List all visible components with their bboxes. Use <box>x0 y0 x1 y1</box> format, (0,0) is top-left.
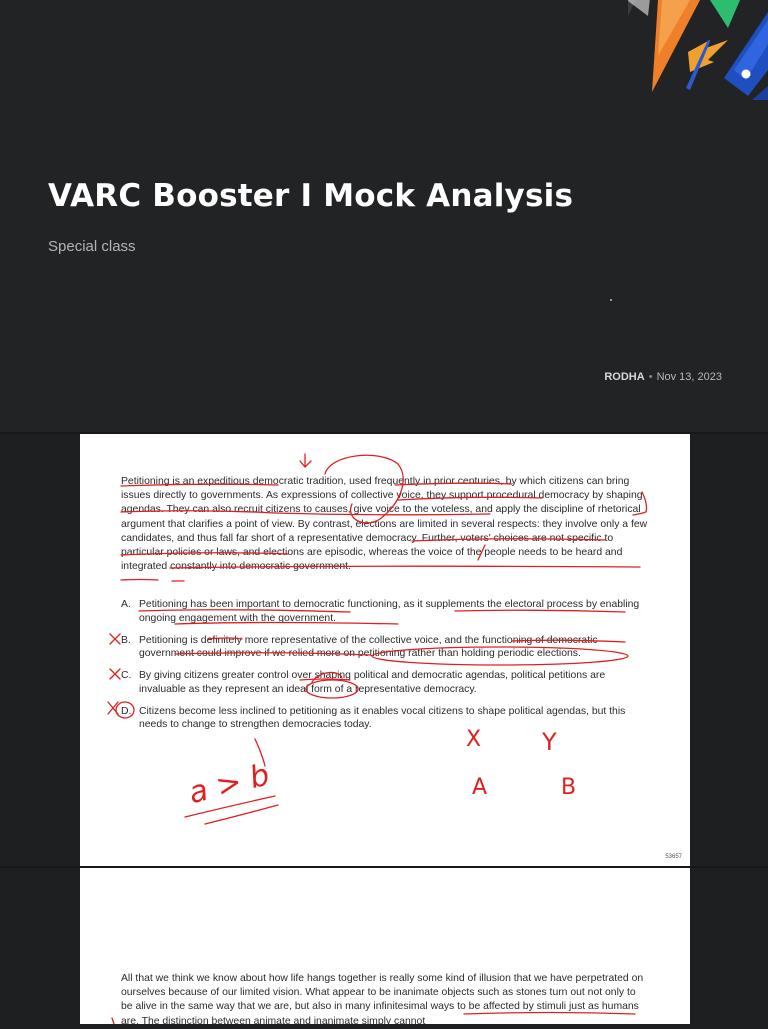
option-letter: D. <box>121 705 132 717</box>
option-c[interactable] <box>121 669 651 696</box>
ink-x-mark: X <box>466 727 482 752</box>
option-text: Petitioning has been important to democratic functioning, as it supplements the electoral process by enabling ongoing engagement with the government. <box>139 599 640 624</box>
option-letter: B. <box>121 634 131 646</box>
answer-options <box>121 598 651 740</box>
meta-separator: • <box>648 371 653 383</box>
cover-slide <box>0 0 768 432</box>
ink-arrow <box>300 454 311 467</box>
decorative-shapes-icon <box>628 0 768 100</box>
ink-stroke <box>255 739 265 766</box>
ink-y-mark: Y <box>542 728 557 756</box>
option-letter: C. <box>121 670 132 682</box>
option-text: Citizens become less inclined to petitioning as it enables vocal citizens to shape political agendas, but this needs to change to strengthen democracies today. <box>139 705 626 731</box>
option-d[interactable] <box>121 705 651 732</box>
ink-cross-mark <box>110 669 120 679</box>
option-b[interactable] <box>121 634 651 661</box>
ink-b-mark: B <box>561 775 577 800</box>
question-page <box>80 434 690 866</box>
passage-text: Petitioning is an expeditious democratic tradition, used frequently in prior centuries, by which citizens can bring issues directly to governments. As expressions of collective voice, they support procedural democracy by shaping agendas. They can also recruit citizens to causes, give voice to the voteless, and apply the discipline of rhetorical argument that clarifies a point of view. By contrast, elections are limited in several respects: they involve only a few candidates, and thus fall far short of a representative democracy. Further, voters' choices are not specific to particular policies or laws, and elections are episodic, whereas the voice of the people needs to be heard and integrated constantly into democratic government. <box>121 476 648 573</box>
question-page <box>80 868 690 1027</box>
ink-a-mark: A <box>472 775 488 800</box>
ink-cross-mark <box>108 702 118 714</box>
ink-formula: a > b <box>185 757 274 812</box>
ink-underline <box>205 805 278 824</box>
presentation-subtitle: Special class <box>48 238 136 255</box>
presentation-date: Nov 13, 2023 <box>656 371 722 383</box>
presentation-title: VARC Booster I Mock Analysis <box>48 178 574 214</box>
option-letter: A. <box>121 599 131 610</box>
passage-text: All that we think we know about how life hangs together is really some kind of illusion that we have perpetrated on ourselves because of our limited vision. What appear to be inanimate objects such as stones turn out not only to be alive in the same way that we are, but also in many infinitesimal ways to be affected by stimuli just as humans are. The distinction between animate and inanimate simply cannot <box>121 973 644 1027</box>
option-a[interactable] <box>121 598 651 625</box>
option-text: Petitioning is definitely more representative of the collective voice, and the functioning of democratic government could improve if we relied more on petitioning rather than holding periodic elections. <box>139 634 598 660</box>
page-number: 53657 <box>665 854 682 860</box>
decorative-dot <box>610 299 612 301</box>
presentation-meta <box>604 371 722 383</box>
ink-tick <box>112 1018 114 1024</box>
option-text: By giving citizens greater control over shaping political and democratic agendas, political petitions are invaluable as they represent an ideal form of a representative democracy. <box>139 670 606 695</box>
ink-underline <box>121 580 158 581</box>
author-name: RODHA <box>604 371 645 383</box>
ink-underline <box>185 796 275 817</box>
ink-cross-mark <box>110 634 120 644</box>
